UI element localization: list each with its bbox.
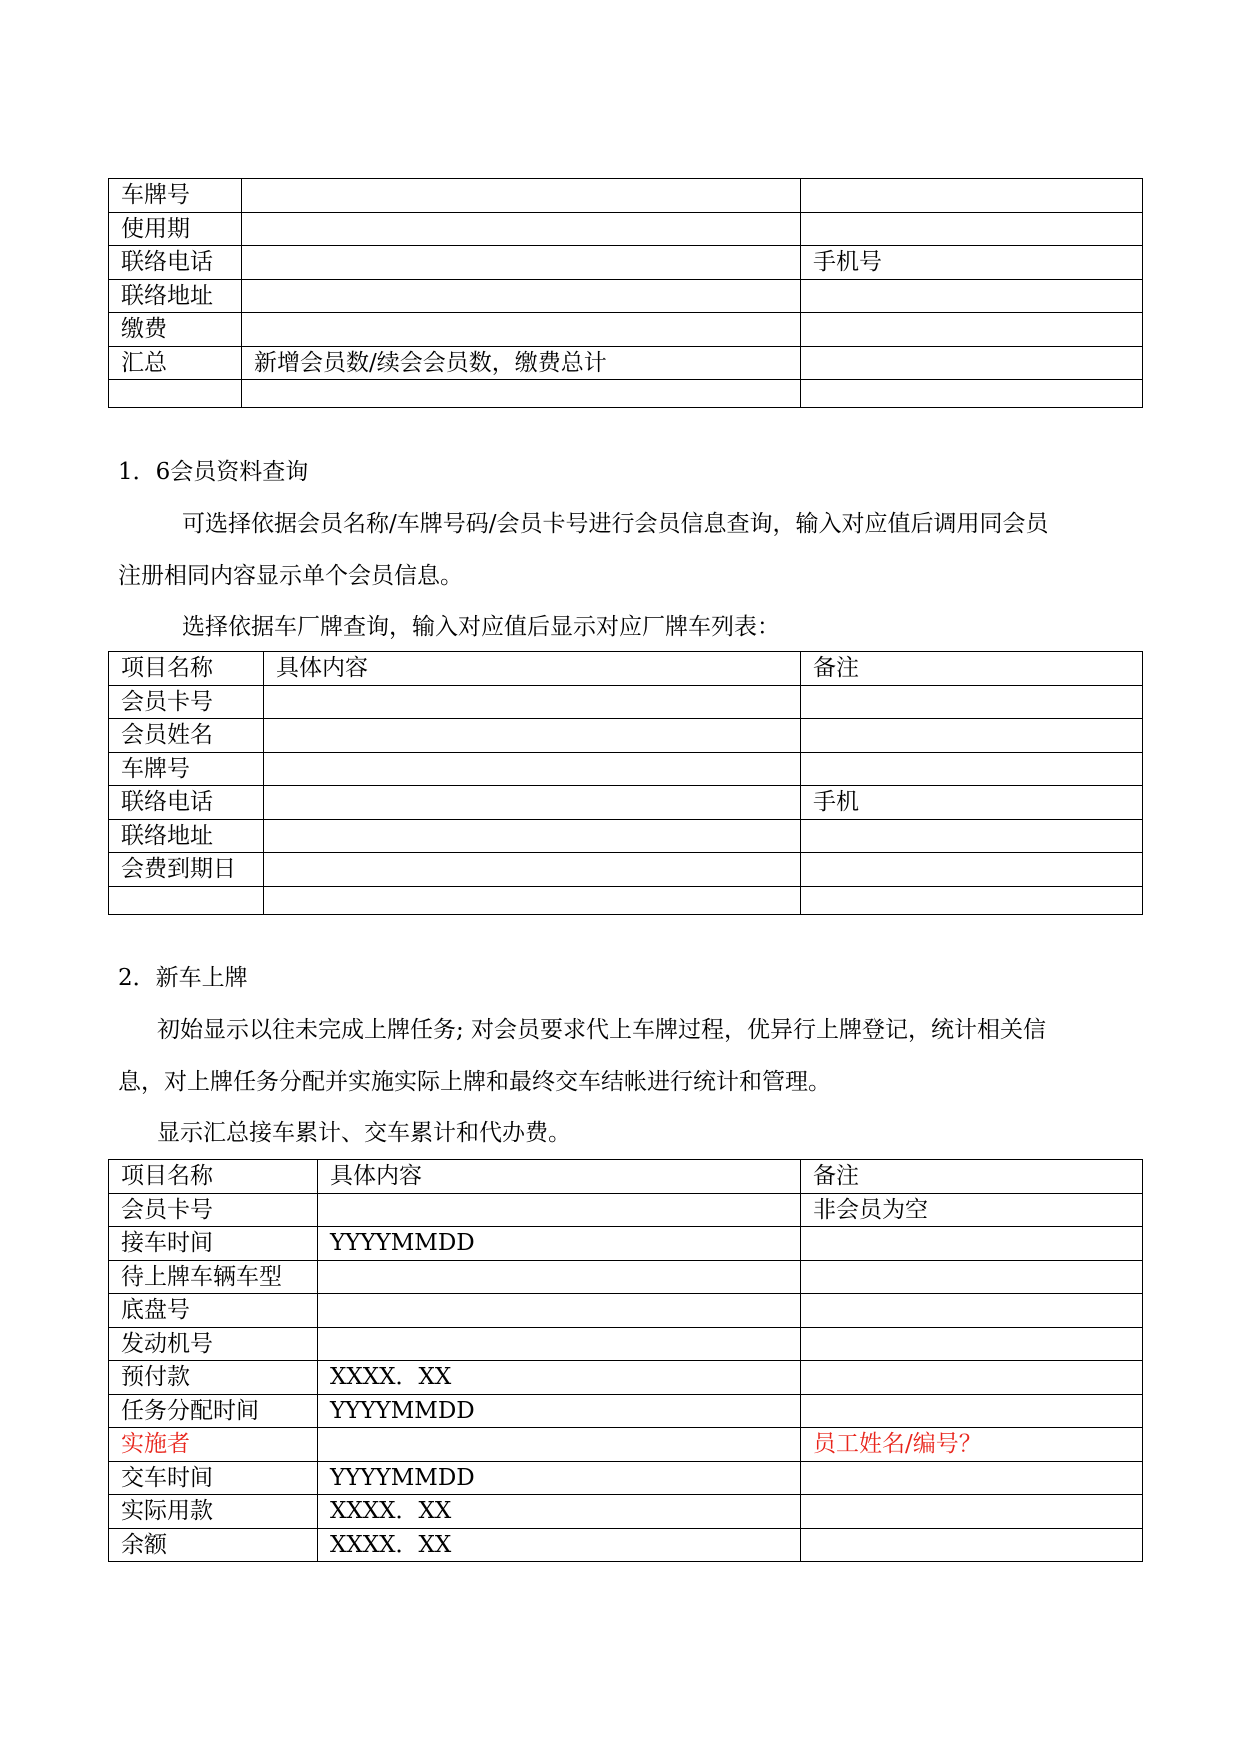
paragraph: 显示汇总接车累计、交车累计和代办费。 xyxy=(157,1120,571,1146)
table-cell: 车牌号 xyxy=(109,179,242,213)
paragraph: 选择依据车厂牌查询，输入对应值后显示对应厂牌车列表： xyxy=(182,614,780,640)
table-cell xyxy=(801,279,1143,313)
table-cell xyxy=(264,685,801,719)
table-cell xyxy=(264,752,801,786)
paragraph: 初始显示以往未完成上牌任务; 对会员要求代上车牌过程，优异行上牌登记，统计相关信 xyxy=(157,1017,1047,1043)
table-cell: 交车时间 xyxy=(109,1461,318,1495)
table-cell: 会费到期日 xyxy=(109,853,264,887)
table-header-cell: 具体内容 xyxy=(318,1160,801,1194)
table-row xyxy=(109,886,1143,914)
table-cell: 新增会员数/续会会员数，缴费总计 xyxy=(242,346,801,380)
table-cell xyxy=(801,1461,1143,1495)
table-cell: YYYYMMDD xyxy=(318,1461,801,1495)
table-row xyxy=(109,1294,1143,1328)
table-cell: 接车时间 xyxy=(109,1227,318,1261)
table-header-cell: 项目名称 xyxy=(109,1160,318,1194)
table-cell: 会员卡号 xyxy=(109,1193,318,1227)
table-cell xyxy=(242,246,801,280)
table-cell xyxy=(318,1294,801,1328)
table-cell xyxy=(242,179,801,213)
table-header-cell: 具体内容 xyxy=(264,652,801,686)
table-cell: 会员卡号 xyxy=(109,685,264,719)
table-row xyxy=(109,1327,1143,1361)
table-row xyxy=(109,685,1143,719)
table-cell: 汇总 xyxy=(109,346,242,380)
table-row xyxy=(109,1528,1143,1562)
paragraph: 注册相同内容显示单个会员信息。 xyxy=(118,563,463,589)
table-row xyxy=(109,1361,1143,1395)
table-cell xyxy=(801,313,1143,347)
paragraph: 息，对上牌任务分配并实施实际上牌和最终交车结帐进行统计和管理。 xyxy=(118,1069,831,1095)
table-cell xyxy=(109,886,264,914)
table-row xyxy=(109,819,1143,853)
table-cell xyxy=(801,212,1143,246)
table-row xyxy=(109,212,1143,246)
table-cell xyxy=(264,819,801,853)
table-cell xyxy=(801,1361,1143,1395)
table-cell: 联络地址 xyxy=(109,279,242,313)
table-cell xyxy=(801,1227,1143,1261)
table-cell xyxy=(242,212,801,246)
table-new-car-registration xyxy=(108,1159,1143,1562)
table-row xyxy=(109,1461,1143,1495)
table-cell: 实际用款 xyxy=(109,1495,318,1529)
table-cell: 使用期 xyxy=(109,212,242,246)
table-row xyxy=(109,786,1143,820)
table-cell xyxy=(264,853,801,887)
table-cell xyxy=(242,380,801,408)
table-cell: XXXX．XX xyxy=(318,1361,801,1395)
table-cell xyxy=(264,886,801,914)
table-row xyxy=(109,1495,1143,1529)
table-cell xyxy=(801,1260,1143,1294)
table-cell: 余额 xyxy=(109,1528,318,1562)
table-header-cell: 项目名称 xyxy=(109,652,264,686)
paragraph: 可选择依据会员名称/车牌号码/会员卡号进行会员信息查询，输入对应值后调用同会员 xyxy=(182,511,1049,537)
table-header-row xyxy=(109,652,1143,686)
table-cell xyxy=(801,752,1143,786)
table-row xyxy=(109,346,1143,380)
table-cell: YYYYMMDD xyxy=(318,1394,801,1428)
table-cell xyxy=(318,1193,801,1227)
table-cell xyxy=(264,786,801,820)
table-cell xyxy=(801,1528,1143,1562)
table-cell: 会员姓名 xyxy=(109,719,264,753)
table-row xyxy=(109,380,1143,408)
table-cell xyxy=(318,1428,801,1462)
table-row xyxy=(109,752,1143,786)
table-cell: 预付款 xyxy=(109,1361,318,1395)
table-cell xyxy=(801,179,1143,213)
table-cell: 联络电话 xyxy=(109,786,264,820)
table-row xyxy=(109,853,1143,887)
table-row xyxy=(109,246,1143,280)
table-row xyxy=(109,279,1143,313)
table-cell xyxy=(242,313,801,347)
table-row xyxy=(109,179,1143,213)
table-row xyxy=(109,313,1143,347)
table-cell xyxy=(242,279,801,313)
table-member-query xyxy=(108,651,1143,915)
table-cell: 手机 xyxy=(801,786,1143,820)
table-row-highlighted xyxy=(109,1428,1143,1462)
table-row xyxy=(109,1260,1143,1294)
table-header-row xyxy=(109,1160,1143,1194)
table-cell: YYYYMMDD xyxy=(318,1227,801,1261)
section-heading: 1．6会员资料查询 xyxy=(118,459,309,485)
table-cell: 任务分配时间 xyxy=(109,1394,318,1428)
table-cell-red: 实施者 xyxy=(109,1428,318,1462)
table-cell xyxy=(801,380,1143,408)
table-row xyxy=(109,1394,1143,1428)
table-cell: XXXX．XX xyxy=(318,1528,801,1562)
table-cell xyxy=(801,886,1143,914)
table-cell xyxy=(801,1394,1143,1428)
table-header-cell: 备注 xyxy=(801,1160,1143,1194)
table-header-cell: 备注 xyxy=(801,652,1143,686)
table-cell: 联络地址 xyxy=(109,819,264,853)
table-cell xyxy=(264,719,801,753)
table-cell xyxy=(318,1327,801,1361)
table-cell: XXXX．XX xyxy=(318,1495,801,1529)
table-row xyxy=(109,1193,1143,1227)
table-cell-red: 员工姓名/编号？ xyxy=(801,1428,1143,1462)
table-cell xyxy=(801,1495,1143,1529)
table-cell: 待上牌车辆车型 xyxy=(109,1260,318,1294)
section-heading: 2．新车上牌 xyxy=(118,965,248,991)
table-cell xyxy=(801,1294,1143,1328)
table-cell xyxy=(801,819,1143,853)
table-cell xyxy=(801,1327,1143,1361)
table-row xyxy=(109,719,1143,753)
table-cell: 车牌号 xyxy=(109,752,264,786)
table-cell: 发动机号 xyxy=(109,1327,318,1361)
table-cell: 手机号 xyxy=(801,246,1143,280)
table-cell: 联络电话 xyxy=(109,246,242,280)
table-vehicle-summary xyxy=(108,178,1143,408)
table-cell: 底盘号 xyxy=(109,1294,318,1328)
table-cell xyxy=(801,685,1143,719)
table-cell xyxy=(318,1260,801,1294)
table-row xyxy=(109,1227,1143,1261)
table-cell: 缴费 xyxy=(109,313,242,347)
table-cell xyxy=(801,853,1143,887)
table-cell xyxy=(801,719,1143,753)
table-cell xyxy=(801,346,1143,380)
table-cell: 非会员为空 xyxy=(801,1193,1143,1227)
table-cell xyxy=(109,380,242,408)
